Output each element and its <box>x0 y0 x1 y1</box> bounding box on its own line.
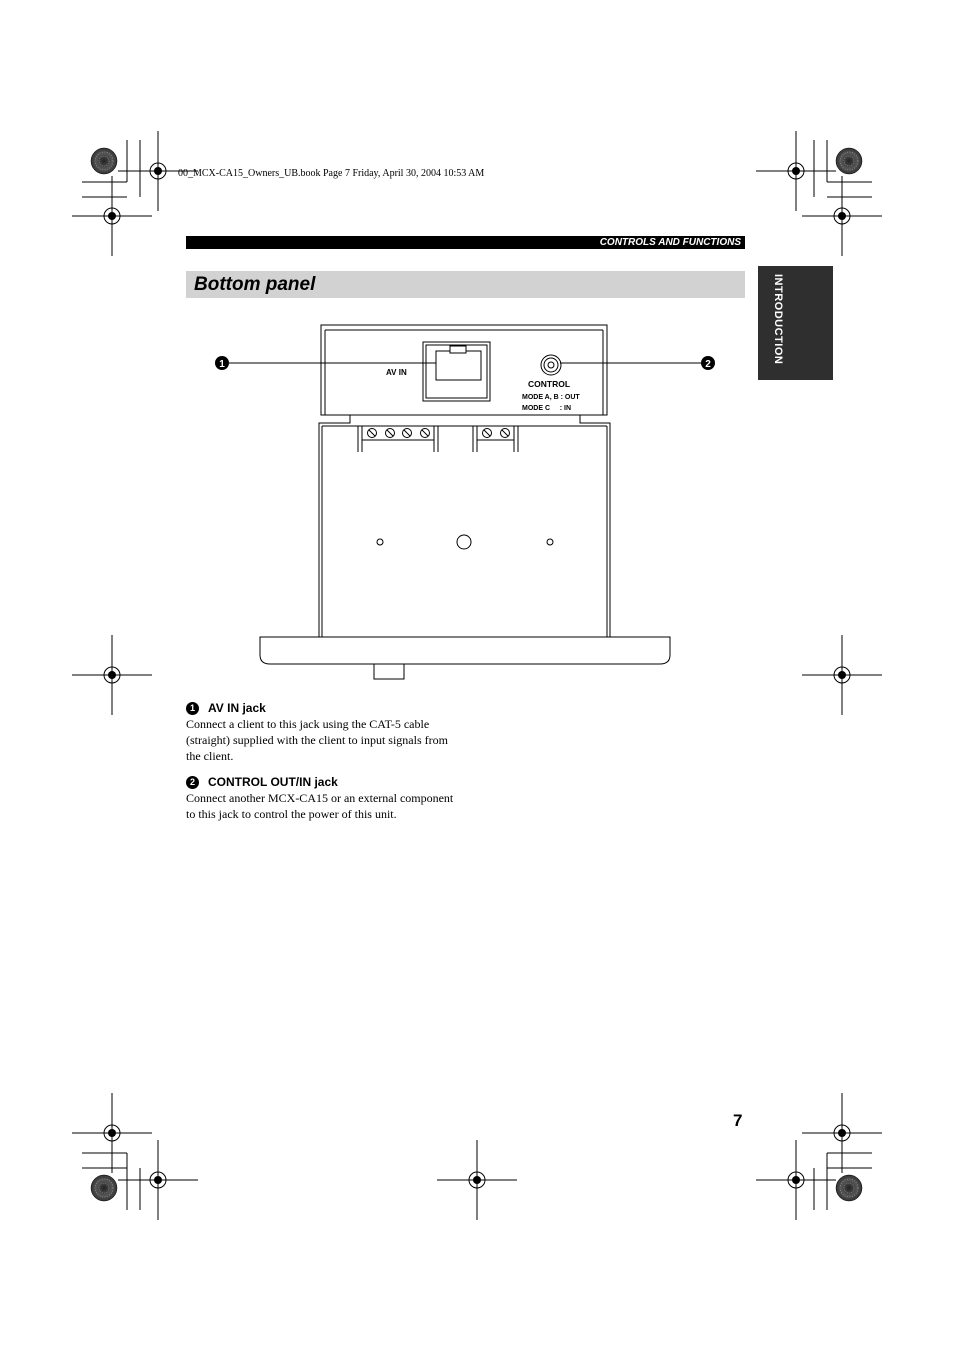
mode-ab-label: MODE A, B : OUT <box>522 394 580 401</box>
control-label: CONTROL <box>528 379 571 389</box>
svg-text:1: 1 <box>219 359 225 370</box>
side-tab-label: INTRODUCTION <box>772 274 784 365</box>
av-in-jack <box>423 342 490 401</box>
item-number-badge: 2 <box>186 776 199 789</box>
item-title: CONTROL OUT/IN jack <box>208 775 338 789</box>
section-label: CONTROLS AND FUNCTIONS <box>599 237 741 248</box>
mode-c-label: MODE C : IN <box>522 405 571 412</box>
item-description: Connect another MCX-CA15 or an external component to this jack to control the power of this unit. <box>186 791 454 821</box>
av-in-label: AV IN <box>386 368 407 377</box>
file-header: 00_MCX-CA15_Owners_UB.book Page 7 Friday, April 30, 2004 10:53 AM <box>178 168 485 179</box>
device-front-lip <box>260 637 670 679</box>
item-number-badge: 1 <box>186 702 199 715</box>
page-title: Bottom panel <box>194 274 316 295</box>
control-jack <box>541 355 561 375</box>
item-heading <box>186 700 461 716</box>
item-title: AV IN jack <box>208 701 266 715</box>
callout-marker-1 <box>215 356 229 370</box>
item-description: Connect a client to this jack using the CAT-5 cable (straight) supplied with the client to input signals from the client. <box>186 717 448 763</box>
page-number: 7 <box>733 1111 743 1130</box>
item-heading <box>186 774 461 790</box>
callout-marker-2 <box>701 356 715 370</box>
item-av-in <box>186 700 461 764</box>
device-body <box>319 415 610 637</box>
svg-text:2: 2 <box>705 359 711 370</box>
item-control-out-in <box>186 774 461 822</box>
